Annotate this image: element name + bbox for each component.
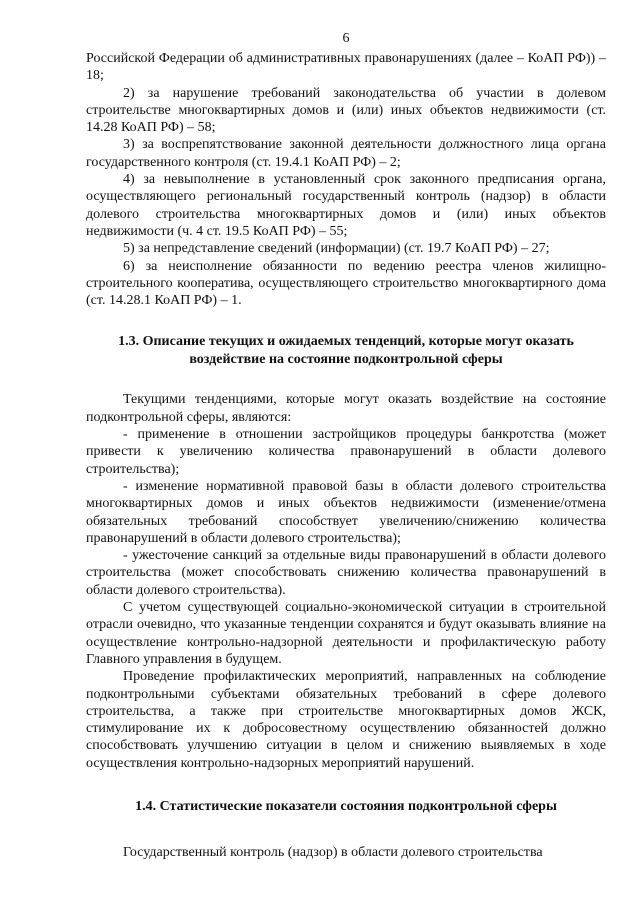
paragraph-state-control: Государственный контроль (надзор) в области долевого строительства: [123, 844, 543, 860]
document-page: [86, 30, 606, 861]
paragraph-economic-situation: С учетом существующей социально-экономической ситуации в строительной отрасли очевидно, что указанные тенденции сохранятся и будут оказывать влияние на осуществление контрольно-надзорной деятельности и профилактическую работу Главного управления в будущем.: [86, 600, 606, 667]
list-item-2: 2) за нарушение требований законодательства об участии в долевом строительстве многоквартирных домов и (или) иных объектов недвижимости (ст. 14.28 КоАП РФ) – 58;: [86, 85, 606, 136]
paragraph-trends-intro: Текущими тенденциями, которые могут оказать воздействие на состояние подконтрольной сферы, являются:: [86, 392, 606, 425]
bullet-regulatory-change: - изменение нормативной правовой базы в области долевого строительства многоквартирных домов и иных объектов недвижимости (изменение/отмена обязательных требований способствует увеличению/снижению количества правонарушений в области долевого строительства);: [86, 478, 606, 546]
section-heading-1-4: 1.4. Статистические показатели состояния подконтрольной сферы: [135, 798, 557, 814]
list-item-3: 3) за воспрепятствование законной деятельности должностного лица органа государственного контроля (ст. 19.4.1 КоАП РФ) – 2;: [86, 137, 606, 170]
paragraph-continued: Российской Федерации об административных правонарушениях (далее – КоАП РФ)) – 18;: [86, 51, 606, 84]
list-item-6: 6) за неисполнение обязанности по ведению реестра членов жилищно-строительного кооператива, осуществляющего строительство многоквартирного дома (ст. 14.28.1 КоАП РФ) – 1.: [86, 258, 606, 309]
list-item-5: 5) за непредставление сведений (информации) (ст. 19.7 КоАП РФ) – 27;: [123, 241, 550, 257]
page-number: 6: [342, 31, 350, 46]
section-heading-1-3: 1.3. Описание текущих и ожидаемых тенденций, которые могут оказать воздействие на состояние подконтрольной сферы: [118, 334, 574, 368]
paragraph-preventive-measures: Проведение профилактических мероприятий, направленных на соблюдение подконтрольными субъектами обязательных требований в сфере долевого строительства, а также при строительстве многоквартирных домов ЖСК, стимулирование их к добросовестному осуществлению обязанностей должно способствовать улучшению ситуации в целом и снижению выявляемых в ходе осуществления контрольно-надзорных мероприятий нарушений.: [86, 669, 606, 771]
bullet-sanctions: - ужесточение санкций за отдельные виды правонарушений в области долевого строительства (может способствовать снижению количества правонарушений в области долевого строительства).: [86, 548, 606, 598]
list-item-4: 4) за невыполнение в установленный срок законного предписания органа, осуществляющего региональный государственный контроль (надзор) в области долевого строительства многоквартирных домов и (или) иных объектов недвижимости (ч. 4 ст. 19.5 КоАП РФ) – 55;: [86, 172, 606, 239]
bullet-bankruptcy: - применение в отношении застройщиков процедуры банкротства (может привести к увеличению количества правонарушений в области долевого строительства);: [86, 427, 606, 477]
